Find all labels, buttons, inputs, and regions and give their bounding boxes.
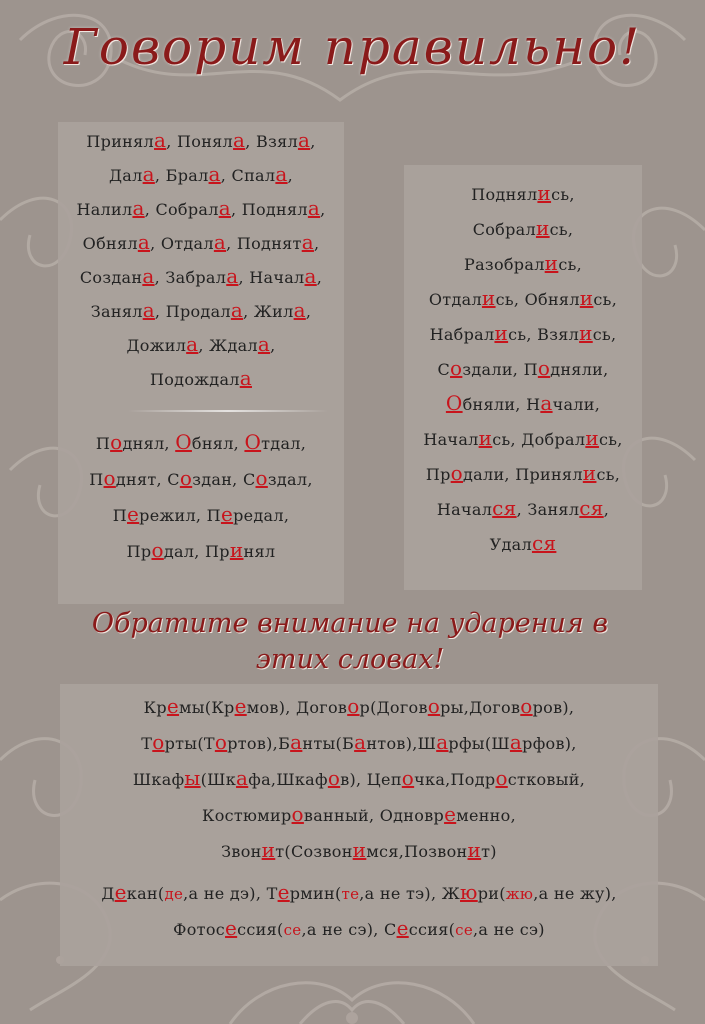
- word-text: Т: [141, 734, 153, 753]
- text-line: [404, 391, 642, 415]
- stress-letter: и: [535, 216, 550, 240]
- stress-letter: и: [544, 251, 559, 275]
- word-text: Подождал: [150, 370, 240, 389]
- pronunciation-hint: жю: [505, 885, 534, 903]
- stress-letter: о: [151, 538, 164, 562]
- word-text: Начал: [423, 430, 479, 449]
- stress-letter: а: [137, 230, 151, 254]
- stress-letter: ся: [531, 531, 557, 555]
- word-text: ,: [313, 234, 320, 253]
- text-line: [60, 880, 658, 904]
- word-text: П: [89, 470, 104, 489]
- word-text: Начал: [436, 500, 493, 519]
- word-text: ри(: [477, 884, 506, 903]
- stress-letter: а: [304, 264, 317, 288]
- stress-letter: о: [255, 466, 268, 490]
- stress-letter: а: [186, 332, 199, 356]
- word-text: ,: [305, 302, 312, 321]
- stress-letter: а: [275, 162, 288, 186]
- text-line: [404, 216, 642, 240]
- stress-letter: е: [234, 694, 247, 718]
- word-text: рты(Т: [164, 734, 215, 753]
- word-text: Создан: [79, 268, 143, 287]
- stress-letter: а: [354, 730, 367, 754]
- stress-letter: е: [166, 694, 180, 718]
- word-text: сь,: [596, 465, 621, 484]
- word-text: днят, С: [115, 470, 180, 489]
- word-text: менно,: [456, 806, 516, 825]
- stress-letter: а: [142, 298, 155, 322]
- stress-letter: о: [401, 766, 415, 790]
- word-text: Кр: [143, 698, 167, 717]
- stress-letter: а: [142, 264, 155, 288]
- word-text: здали, П: [462, 360, 538, 379]
- word-text: , Понял: [166, 132, 234, 151]
- stress-letter: о: [214, 730, 228, 754]
- stress-letter: и: [582, 461, 597, 485]
- stress-letter: О: [175, 430, 192, 454]
- word-text: ссия(: [237, 920, 284, 939]
- stress-letter: о: [103, 466, 116, 490]
- page-title: Говорим правильно!: [63, 18, 642, 76]
- word-text: дал, Пр: [163, 542, 230, 561]
- word-text: ванный, Одновр: [303, 806, 445, 825]
- word-text: Пр: [126, 542, 152, 561]
- word-text: стковый,: [507, 770, 586, 789]
- word-text: Пр: [425, 465, 451, 484]
- word-text: в), Цеп: [340, 770, 402, 789]
- word-text: Удал: [489, 535, 532, 554]
- stress-letter: а: [226, 264, 239, 288]
- text-line: [58, 332, 344, 356]
- word-text: нтов),Ш: [366, 734, 437, 753]
- stress-letter: и: [585, 426, 599, 450]
- text-line: [60, 916, 658, 940]
- text-line: [404, 286, 642, 310]
- word-text: ров),: [532, 698, 575, 717]
- stress-letter: е: [220, 502, 234, 526]
- word-text: С: [437, 360, 451, 379]
- stress-letter: ы: [184, 766, 201, 790]
- text-line: [404, 461, 642, 485]
- stress-letter: ю: [460, 880, 478, 904]
- word-text: ,а не дэ), Т: [183, 884, 278, 903]
- word-text: ,: [270, 336, 276, 355]
- text-line: [404, 251, 642, 275]
- word-text: здал,: [267, 470, 313, 489]
- word-text: ,: [310, 132, 316, 151]
- stress-letter: о: [450, 356, 463, 380]
- word-text: сь,: [592, 325, 617, 344]
- stress-letter: О: [445, 391, 463, 415]
- word-text: , Продал: [154, 302, 231, 321]
- stress-letter: а: [290, 730, 303, 754]
- stress-letter: о: [327, 766, 341, 790]
- stress-letter: а: [239, 366, 252, 390]
- left-panel: [58, 122, 344, 604]
- text-line: [58, 430, 344, 454]
- text-line: [58, 230, 344, 254]
- stress-letter: а: [293, 298, 306, 322]
- word-text: ,а не сэ): [473, 920, 545, 939]
- word-text: днял,: [122, 434, 176, 453]
- word-text: т): [481, 842, 497, 861]
- word-text: ры,Догов: [440, 698, 521, 717]
- word-text: дняли,: [550, 360, 609, 379]
- pronunciation-hint: се: [455, 921, 474, 939]
- word-text: Принял: [86, 132, 154, 151]
- subtitle: [40, 606, 660, 678]
- word-text: сь,: [593, 290, 618, 309]
- word-text: сь,: [558, 255, 582, 274]
- word-text: р(Догов: [359, 698, 428, 717]
- stress-letter: а: [236, 766, 249, 790]
- text-line: [58, 366, 344, 390]
- word-text: режил, П: [139, 506, 221, 525]
- word-text: , Ждал: [198, 336, 258, 355]
- text-line: [58, 502, 344, 526]
- stress-letter: и: [352, 838, 367, 862]
- stress-letter: е: [277, 880, 290, 904]
- stress-letter: и: [481, 286, 496, 310]
- stress-letter: е: [225, 916, 238, 940]
- text-line: [404, 496, 642, 520]
- word-text: Шкаф: [132, 770, 185, 789]
- stress-letter: о: [537, 356, 551, 380]
- bottom-panel: [60, 684, 658, 966]
- stress-letter: и: [494, 321, 509, 345]
- word-text: , Взял: [245, 132, 298, 151]
- stress-letter: а: [509, 730, 523, 754]
- word-text: ,: [603, 500, 610, 519]
- stress-letter: о: [427, 694, 441, 718]
- stress-letter: и: [467, 838, 482, 862]
- word-text: Набрал: [429, 325, 495, 344]
- text-line: [60, 694, 658, 718]
- word-text: сь, Обнял: [495, 290, 580, 309]
- word-text: сь,: [551, 185, 575, 204]
- word-text: сь, Взял: [508, 325, 580, 344]
- stress-letter: а: [154, 128, 167, 152]
- word-text: сь,: [549, 220, 574, 239]
- word-text: Д: [101, 884, 115, 903]
- word-text: нты(Б: [302, 734, 355, 753]
- word-text: рфы(Ш: [448, 734, 510, 753]
- word-text: ссия(: [408, 920, 456, 939]
- word-text: ,а не жу),: [533, 884, 617, 903]
- word-text: сь, Добрал: [492, 430, 586, 449]
- text-line: [58, 162, 344, 186]
- text-line: [58, 128, 344, 152]
- stress-letter: а: [540, 391, 553, 415]
- stress-letter: а: [142, 162, 155, 186]
- word-text: ,: [316, 268, 323, 287]
- word-text: чка,Подр: [414, 770, 496, 789]
- word-text: Обнял: [82, 234, 138, 253]
- word-text: мы(Кр: [179, 698, 235, 717]
- word-text: мся,Позвон: [366, 842, 468, 861]
- divider: [128, 410, 328, 412]
- text-line: [404, 356, 642, 380]
- text-line: [58, 264, 344, 288]
- stress-letter: и: [478, 426, 493, 450]
- stress-letter: а: [208, 162, 221, 186]
- stress-letter: а: [301, 230, 314, 254]
- stress-letter: е: [127, 502, 140, 526]
- stress-letter: е: [444, 802, 457, 826]
- word-text: , Брал: [154, 166, 209, 185]
- stress-letter: о: [179, 466, 193, 490]
- word-text: дали, Принял: [463, 465, 583, 484]
- stress-letter: а: [218, 196, 231, 220]
- stress-letter: и: [261, 838, 276, 862]
- text-line: [404, 426, 642, 450]
- word-text: Дал: [109, 166, 143, 185]
- text-line: [404, 321, 642, 345]
- stress-letter: ся: [579, 496, 604, 520]
- stress-letter: ся: [492, 496, 517, 520]
- word-text: Налил: [76, 200, 133, 219]
- stress-letter: и: [229, 538, 244, 562]
- text-line: [404, 181, 642, 205]
- stress-letter: о: [520, 694, 533, 718]
- stress-letter: е: [396, 916, 409, 940]
- stress-letter: а: [233, 128, 246, 152]
- word-text: , Забрал: [154, 268, 227, 287]
- text-line: [60, 802, 658, 826]
- word-text: здан, С: [192, 470, 256, 489]
- text-line: [60, 730, 658, 754]
- word-text: Костюмир: [202, 806, 292, 825]
- word-text: ,а не сэ), С: [301, 920, 397, 939]
- word-text: бнял,: [191, 434, 245, 453]
- stress-letter: а: [213, 230, 227, 254]
- word-text: П: [95, 434, 111, 453]
- stress-letter: а: [436, 730, 449, 754]
- text-line: [60, 766, 658, 790]
- word-text: мов), Догов: [246, 698, 348, 717]
- word-text: рмин(: [289, 884, 342, 903]
- stress-letter: о: [291, 802, 304, 826]
- stress-letter: а: [230, 298, 244, 322]
- stress-letter: и: [579, 321, 593, 345]
- text-line: [58, 466, 344, 490]
- word-text: Занял: [90, 302, 143, 321]
- text-line: [58, 298, 344, 322]
- word-text: , Спал: [220, 166, 276, 185]
- stress-letter: е: [114, 880, 127, 904]
- word-text: , Занял: [516, 500, 580, 519]
- stress-letter: а: [307, 196, 321, 220]
- subtitle-line-2: этих словах!: [255, 644, 445, 675]
- word-text: ртов),Б: [227, 734, 291, 753]
- word-text: , Отдал: [150, 234, 214, 253]
- subtitle-line-1: Обратите внимание на ударения в: [91, 608, 609, 639]
- pronunciation-hint: се: [283, 921, 302, 939]
- text-line: [404, 531, 642, 555]
- word-text: рфов),: [522, 734, 577, 753]
- word-text: бняли, Н: [462, 395, 541, 414]
- stress-letter: О: [244, 430, 262, 454]
- word-text: П: [112, 506, 128, 525]
- word-text: Собрал: [472, 220, 536, 239]
- word-text: редал,: [233, 506, 290, 525]
- pronunciation-hint: те: [341, 885, 360, 903]
- word-text: , Поднят: [226, 234, 302, 253]
- stress-letter: и: [537, 181, 552, 205]
- stress-letter: о: [152, 730, 165, 754]
- word-text: , Жил: [243, 302, 294, 321]
- word-text: , Поднял: [230, 200, 308, 219]
- word-text: нял: [243, 542, 276, 561]
- text-line: [58, 196, 344, 220]
- stress-letter: и: [579, 286, 594, 310]
- word-text: чали,: [552, 395, 601, 414]
- stress-letter: а: [132, 196, 145, 220]
- stress-letter: о: [110, 430, 123, 454]
- word-text: ,: [287, 166, 293, 185]
- word-text: тдал,: [261, 434, 307, 453]
- pronunciation-hint: де: [164, 885, 184, 903]
- word-text: Фотос: [173, 920, 226, 939]
- word-text: т(Созвон: [275, 842, 353, 861]
- word-text: Поднял: [471, 185, 538, 204]
- stress-letter: о: [495, 766, 508, 790]
- word-text: фа,Шкаф: [248, 770, 328, 789]
- word-text: Разобрал: [464, 255, 545, 274]
- text-line: [58, 538, 344, 562]
- word-text: сь,: [598, 430, 623, 449]
- word-text: кан(: [126, 884, 165, 903]
- stress-letter: о: [450, 461, 464, 485]
- word-text: ,: [320, 200, 326, 219]
- stress-letter: а: [297, 128, 311, 152]
- word-text: , Собрал: [144, 200, 219, 219]
- right-panel: [404, 165, 642, 590]
- word-text: ,а не тэ), Ж: [359, 884, 461, 903]
- text-line: [60, 838, 658, 862]
- word-text: Звон: [221, 842, 262, 861]
- stress-letter: а: [257, 332, 271, 356]
- word-text: , Начал: [238, 268, 305, 287]
- stress-letter: о: [347, 694, 360, 718]
- word-text: (Шк: [200, 770, 237, 789]
- word-text: Дожил: [126, 336, 187, 355]
- word-text: Отдал: [428, 290, 482, 309]
